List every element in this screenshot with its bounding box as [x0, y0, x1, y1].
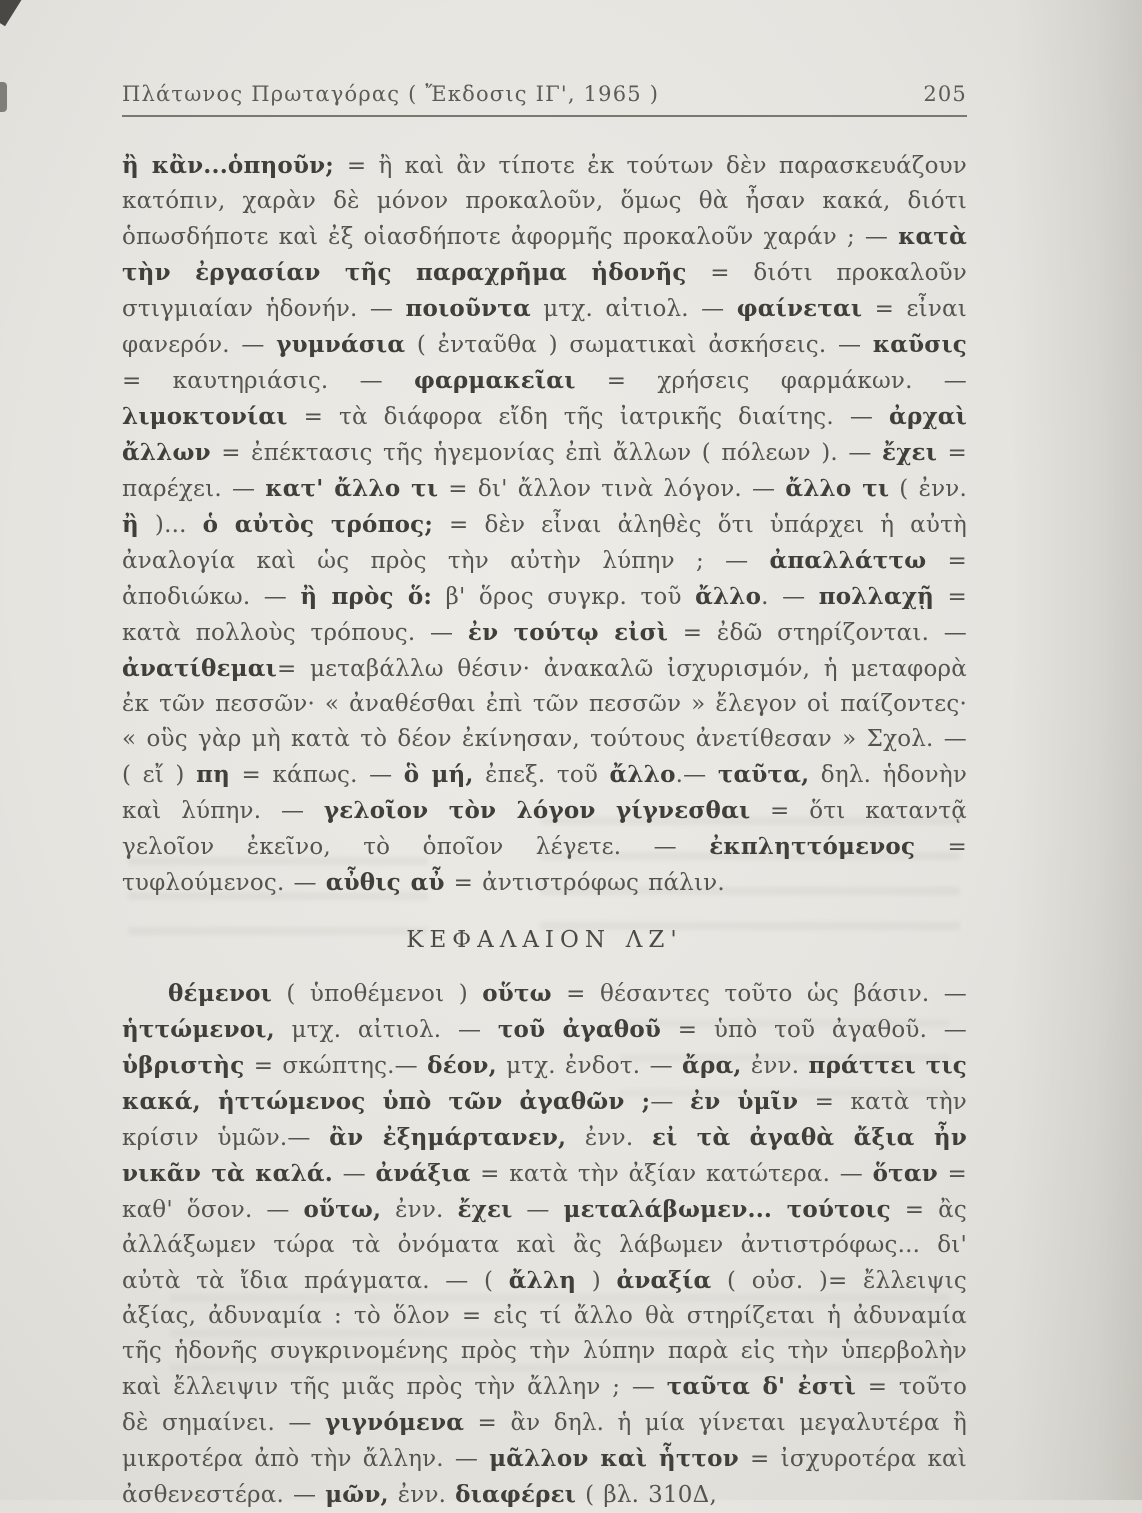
gloss-text: —: [650, 1089, 691, 1115]
scan-edge-artifact: [0, 82, 7, 112]
gloss-text: = κατὰ πολλοὺς τρόπους. —: [122, 584, 967, 646]
lemma-term: ἀρχαὶ ἄλλων: [122, 403, 967, 466]
lemma-term: γελοῖον τὸν λόγον γίγνεσθαι: [323, 797, 751, 824]
gloss-text: .—: [675, 762, 718, 788]
lemma-term: μᾶλλον καὶ ἧττον: [489, 1445, 739, 1472]
paragraph: [122, 976, 967, 1513]
lemma-term: ποιοῦντα: [405, 295, 531, 322]
gloss-text: = ἀποδιώκω. —: [122, 548, 967, 610]
lemma-term: ἢ κἂν...ὁπηοῦν;: [122, 152, 347, 179]
lemma-term: καῦσις: [872, 331, 967, 358]
gloss-text: = χρήσεις φαρμάκων. —: [575, 368, 967, 394]
lemma-term: κατὰ τὴν ἐργασίαν τῆς παραχρῆμα ἡδονῆς: [122, 223, 967, 286]
lemma-term: εἰ τὰ ἀγαθὰ ἄξια ἦν νικᾶν τὰ καλά.: [122, 1124, 967, 1187]
lemma-term: γυμνάσια: [276, 331, 406, 358]
gloss-text: ( βλ. 310Δ,: [576, 1482, 717, 1508]
gloss-text: = καυτηριάσις. —: [122, 368, 415, 394]
gloss-text: ἐπεξ. τοῦ: [473, 762, 610, 788]
gloss-text: = ἐπέκτασις τῆς ἡγεμονίας ἐπὶ ἄλλων ( πόλεων ). —: [210, 440, 883, 466]
gloss-text: = μεταβάλλω θέσιν· ἀνακαλῶ ἰσχυρισμόν, ἡ μεταφορὰ ἐκ τῶν πεσσῶν· « ἀναθέσθαι ἐπὶ τῶν πεσσῶν » ἔλεγον οἱ παίζοντες· « οὓς γὰρ μὴ κατὰ τὸ δέον ἐκίνησαν, τούτους ἀνετίθεσαν » Σχολ. — ( εἴ ): [122, 656, 967, 788]
lemma-term: ἐκπληττόμενος: [709, 833, 916, 860]
gloss-text: ἐνν.: [381, 1197, 458, 1223]
gloss-text: δηλ. ἡδονὴν καὶ λύπην. —: [122, 762, 968, 824]
paragraph: [122, 148, 967, 901]
gloss-text: ): [576, 1268, 617, 1294]
gloss-text: = δι' ἄλλον τινὰ λόγον. —: [438, 476, 786, 502]
lemma-term: τοῦ ἀγαθοῦ: [497, 1016, 662, 1043]
running-header: [122, 82, 967, 106]
lemma-term: ἄλλη: [508, 1267, 577, 1294]
gloss-text: = εἶναι φανερόν. —: [122, 296, 967, 358]
lemma-term: ὑβριστὴς: [122, 1052, 245, 1079]
lemma-term: ἄρα,: [682, 1052, 742, 1079]
gloss-text: ( ἐνν.: [889, 476, 967, 502]
scan-corner-artifact: [0, 0, 23, 26]
gloss-text: ( ὑποθέμενοι ): [271, 981, 483, 1007]
gloss-text: = κάπως. —: [230, 762, 404, 788]
gloss-text: —: [512, 1197, 564, 1223]
gloss-text: = τυφλούμενος. —: [122, 834, 968, 896]
header-title: Πλάτωνος Πρωταγόρας ( Ἔκδοσις ΙΓ', 1965 ): [122, 82, 660, 106]
lemma-term: μεταλάβωμεν... τούτοις: [563, 1196, 891, 1223]
gloss-text: ( ἐνταῦθα ) σωματικαὶ ἀσκήσεις. —: [405, 332, 873, 358]
gloss-text: ἐνν.: [566, 1125, 652, 1151]
lemma-term: ἄλλο: [695, 583, 762, 610]
scan-shadow: [1012, 0, 1142, 1500]
lemma-term: ἔχει: [457, 1196, 513, 1223]
gloss-text: = ἐδῶ στηρίζονται. —: [668, 620, 968, 646]
gloss-text: = διότι προκαλοῦν στιγμιαίαν ἡδονήν. —: [122, 260, 967, 322]
lemma-term: λιμοκτονίαι: [122, 403, 288, 430]
header-rule: [122, 115, 967, 117]
lemma-term: οὕτω: [482, 980, 552, 1007]
lemma-term: δέον,: [427, 1052, 497, 1079]
lemma-term: ἔχει: [882, 439, 938, 466]
gloss-text: )...: [138, 512, 203, 538]
lemma-term: ἀνατίθεμαι: [122, 655, 277, 682]
lemma-term: ἄλλο τι: [785, 475, 890, 502]
gloss-text: = κατὰ τὴν κρίσιν ὑμῶν.—: [122, 1089, 967, 1151]
lemma-term: μῶν,: [325, 1481, 389, 1508]
gloss-text: = ἰσχυροτέρα καὶ ἀσθενεστέρα. —: [122, 1446, 967, 1508]
gloss-text: = σκώπτης.—: [244, 1053, 428, 1079]
lemma-term: ἢ: [122, 511, 139, 538]
gloss-text: = τοῦτο δὲ σημαίνει. —: [122, 1374, 967, 1436]
lemma-term: ὁ αὐτὸς τρόπος;: [202, 511, 434, 538]
gloss-text: = ὅτι καταντᾷ γελοῖον ἐκεῖνο, τὸ ὁποῖον λέγετε. —: [122, 798, 967, 860]
page-number: 205: [923, 82, 967, 106]
lemma-term: οὕτω,: [303, 1196, 382, 1223]
lemma-term: ἢ πρὸς ὅ:: [300, 583, 433, 610]
gloss-text: = παρέχει. —: [122, 440, 968, 502]
gloss-text: = τὰ διάφορα εἴδη τῆς ἰατρικῆς διαίτης. —: [287, 404, 890, 430]
lemma-term: ἂν ἐξημάρτανεν,: [329, 1124, 567, 1151]
gloss-text: μτχ. ἐνδοτ. —: [496, 1053, 683, 1079]
lemma-term: αὖθις αὖ: [325, 869, 445, 896]
gloss-text: = ἀντιστρόφως πάλιν.: [444, 870, 725, 896]
lemma-term: ἐν ὑμῖν: [690, 1088, 799, 1115]
gloss-text: μτχ. αἰτιολ. —: [274, 1017, 498, 1043]
lemma-term: πη: [196, 761, 231, 788]
lemma-term: ἀνάξια: [375, 1160, 471, 1187]
gloss-text: = ἂν δηλ. ἡ μία γίνεται μεγαλυτέρα ἢ μικροτέρα ἀπὸ τὴν ἄλλην. —: [122, 1410, 967, 1472]
gloss-text: = ὑπὸ τοῦ ἀγαθοῦ. —: [661, 1017, 967, 1043]
gloss-text: = κατὰ τὴν ἀξίαν κατώτερα. —: [470, 1161, 873, 1187]
gloss-text: = ἂς ἀλλάξωμεν τώρα τὰ ὀνόματα καὶ ἂς λάβωμεν ἀντιστρόφως... δι' αὐτὰ τὰ ἴδια πράγματα. — (: [122, 1197, 967, 1294]
lemma-term: κατ' ἄλλο τι: [265, 475, 439, 502]
lemma-term: ἄλλο: [609, 761, 676, 788]
gloss-text: —: [333, 1161, 376, 1187]
gloss-text: = καθ' ὅσον. —: [122, 1161, 967, 1223]
gloss-text: = θέσαντες τοῦτο ὡς βάσιν. —: [551, 981, 967, 1007]
lemma-term: γιγνόμενα: [325, 1409, 465, 1436]
gloss-text: ἐνν.: [741, 1053, 809, 1079]
gloss-text: ( οὐσ. )= ἔλλειψις ἀξίας, ἀδυναμία : τὸ ὅλον = εἰς τί ἄλλο θὰ στηρίζεται ἡ ἀδυναμία τῆς ἡδονῆς συγκρινομένης πρὸς τὴν λύπην παρὰ εἰς τὴν ὑπερβολὴν καὶ ἔλλειψιν τῆς μιᾶς πρὸς τὴν ἄλλην ; —: [122, 1268, 967, 1400]
lemma-term: φαρμακεῖαι: [414, 367, 576, 394]
lemma-term: ταῦτα δ' ἐστὶ: [666, 1373, 857, 1400]
lemma-term: ὅταν: [872, 1160, 938, 1187]
lemma-term: πολλαχῇ: [818, 583, 935, 610]
gloss-text: . —: [761, 584, 819, 610]
lemma-term: ἀπαλλάττω: [769, 547, 927, 574]
lemma-term: ἐν τούτῳ εἰσὶ: [467, 619, 669, 646]
page-body: [122, 148, 967, 1513]
lemma-term: ἡττώμενοι,: [122, 1016, 275, 1043]
lemma-term: ἀναξία: [616, 1267, 712, 1294]
gloss-text: = δὲν εἶναι ἀληθὲς ὅτι ὑπάρχει ἡ αὐτὴ ἀναλογία καὶ ὡς πρὸς τὴν αὐτὴν λύπην ; —: [122, 512, 967, 574]
lemma-term: θέμενοι: [168, 980, 272, 1007]
lemma-term: φαίνεται: [736, 295, 863, 322]
lemma-term: διαφέρει: [455, 1481, 577, 1508]
gloss-text: ἐνν.: [388, 1482, 456, 1508]
chapter-heading: ΚΕΦΑΛΑΙΟΝ ΛΖ': [406, 927, 683, 953]
gloss-text: = ἢ καὶ ἂν τίποτε ἐκ τούτων δὲν παρασκευάζουν κατόπιν, χαρὰν δὲ μόνον προκαλοῦν, ὅμως θὰ ἦσαν κακά, διότι ὁπωσδήποτε καὶ ἐξ οἱασδήποτε ἀφορμῆς προκαλοῦν χαράν ; —: [122, 153, 967, 250]
lemma-term: ὃ μή,: [403, 761, 474, 788]
lemma-term: ταῦτα,: [717, 761, 810, 788]
gloss-text: β' ὅρος συγκρ. τοῦ: [432, 584, 696, 610]
lemma-term: πράττει τις κακά, ἡττώμενος ὑπὸ τῶν ἀγαθῶν ;: [122, 1052, 967, 1115]
gloss-text: μτχ. αἰτιολ. —: [530, 296, 737, 322]
